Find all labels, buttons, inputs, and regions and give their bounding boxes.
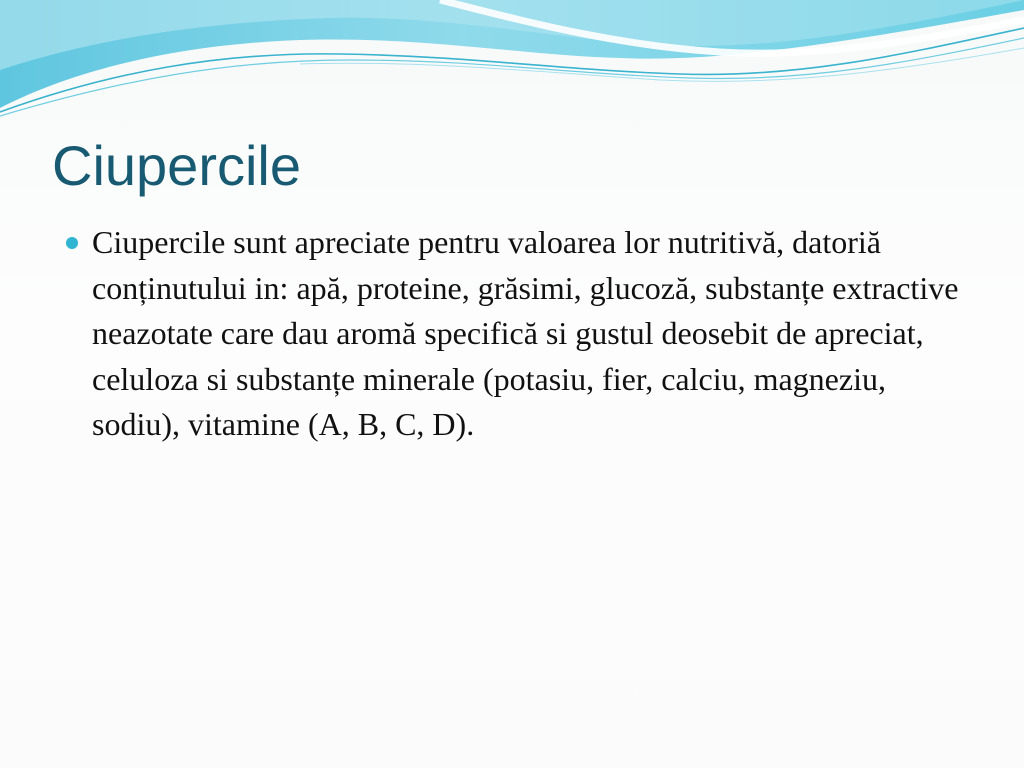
bullet-item	[64, 220, 964, 448]
bullet-dot-icon	[66, 237, 78, 249]
wave-header-decoration	[0, 0, 1024, 130]
bullet-list	[64, 220, 964, 448]
slide-title: Ciupercile	[52, 134, 301, 197]
bullet-text: Ciupercile sunt apreciate pentru valoarea lor nutritivă, datoriă conținutului in: apă, proteine, grăsimi, glucoză, substanțe extractive neazotate care dau aromă specifică si gustul deosebit de apreciat, celuloza si substanțe minerale (potasiu, fier, calciu, magneziu, sodiu), vitamine (A, B, C, D).	[92, 224, 959, 442]
